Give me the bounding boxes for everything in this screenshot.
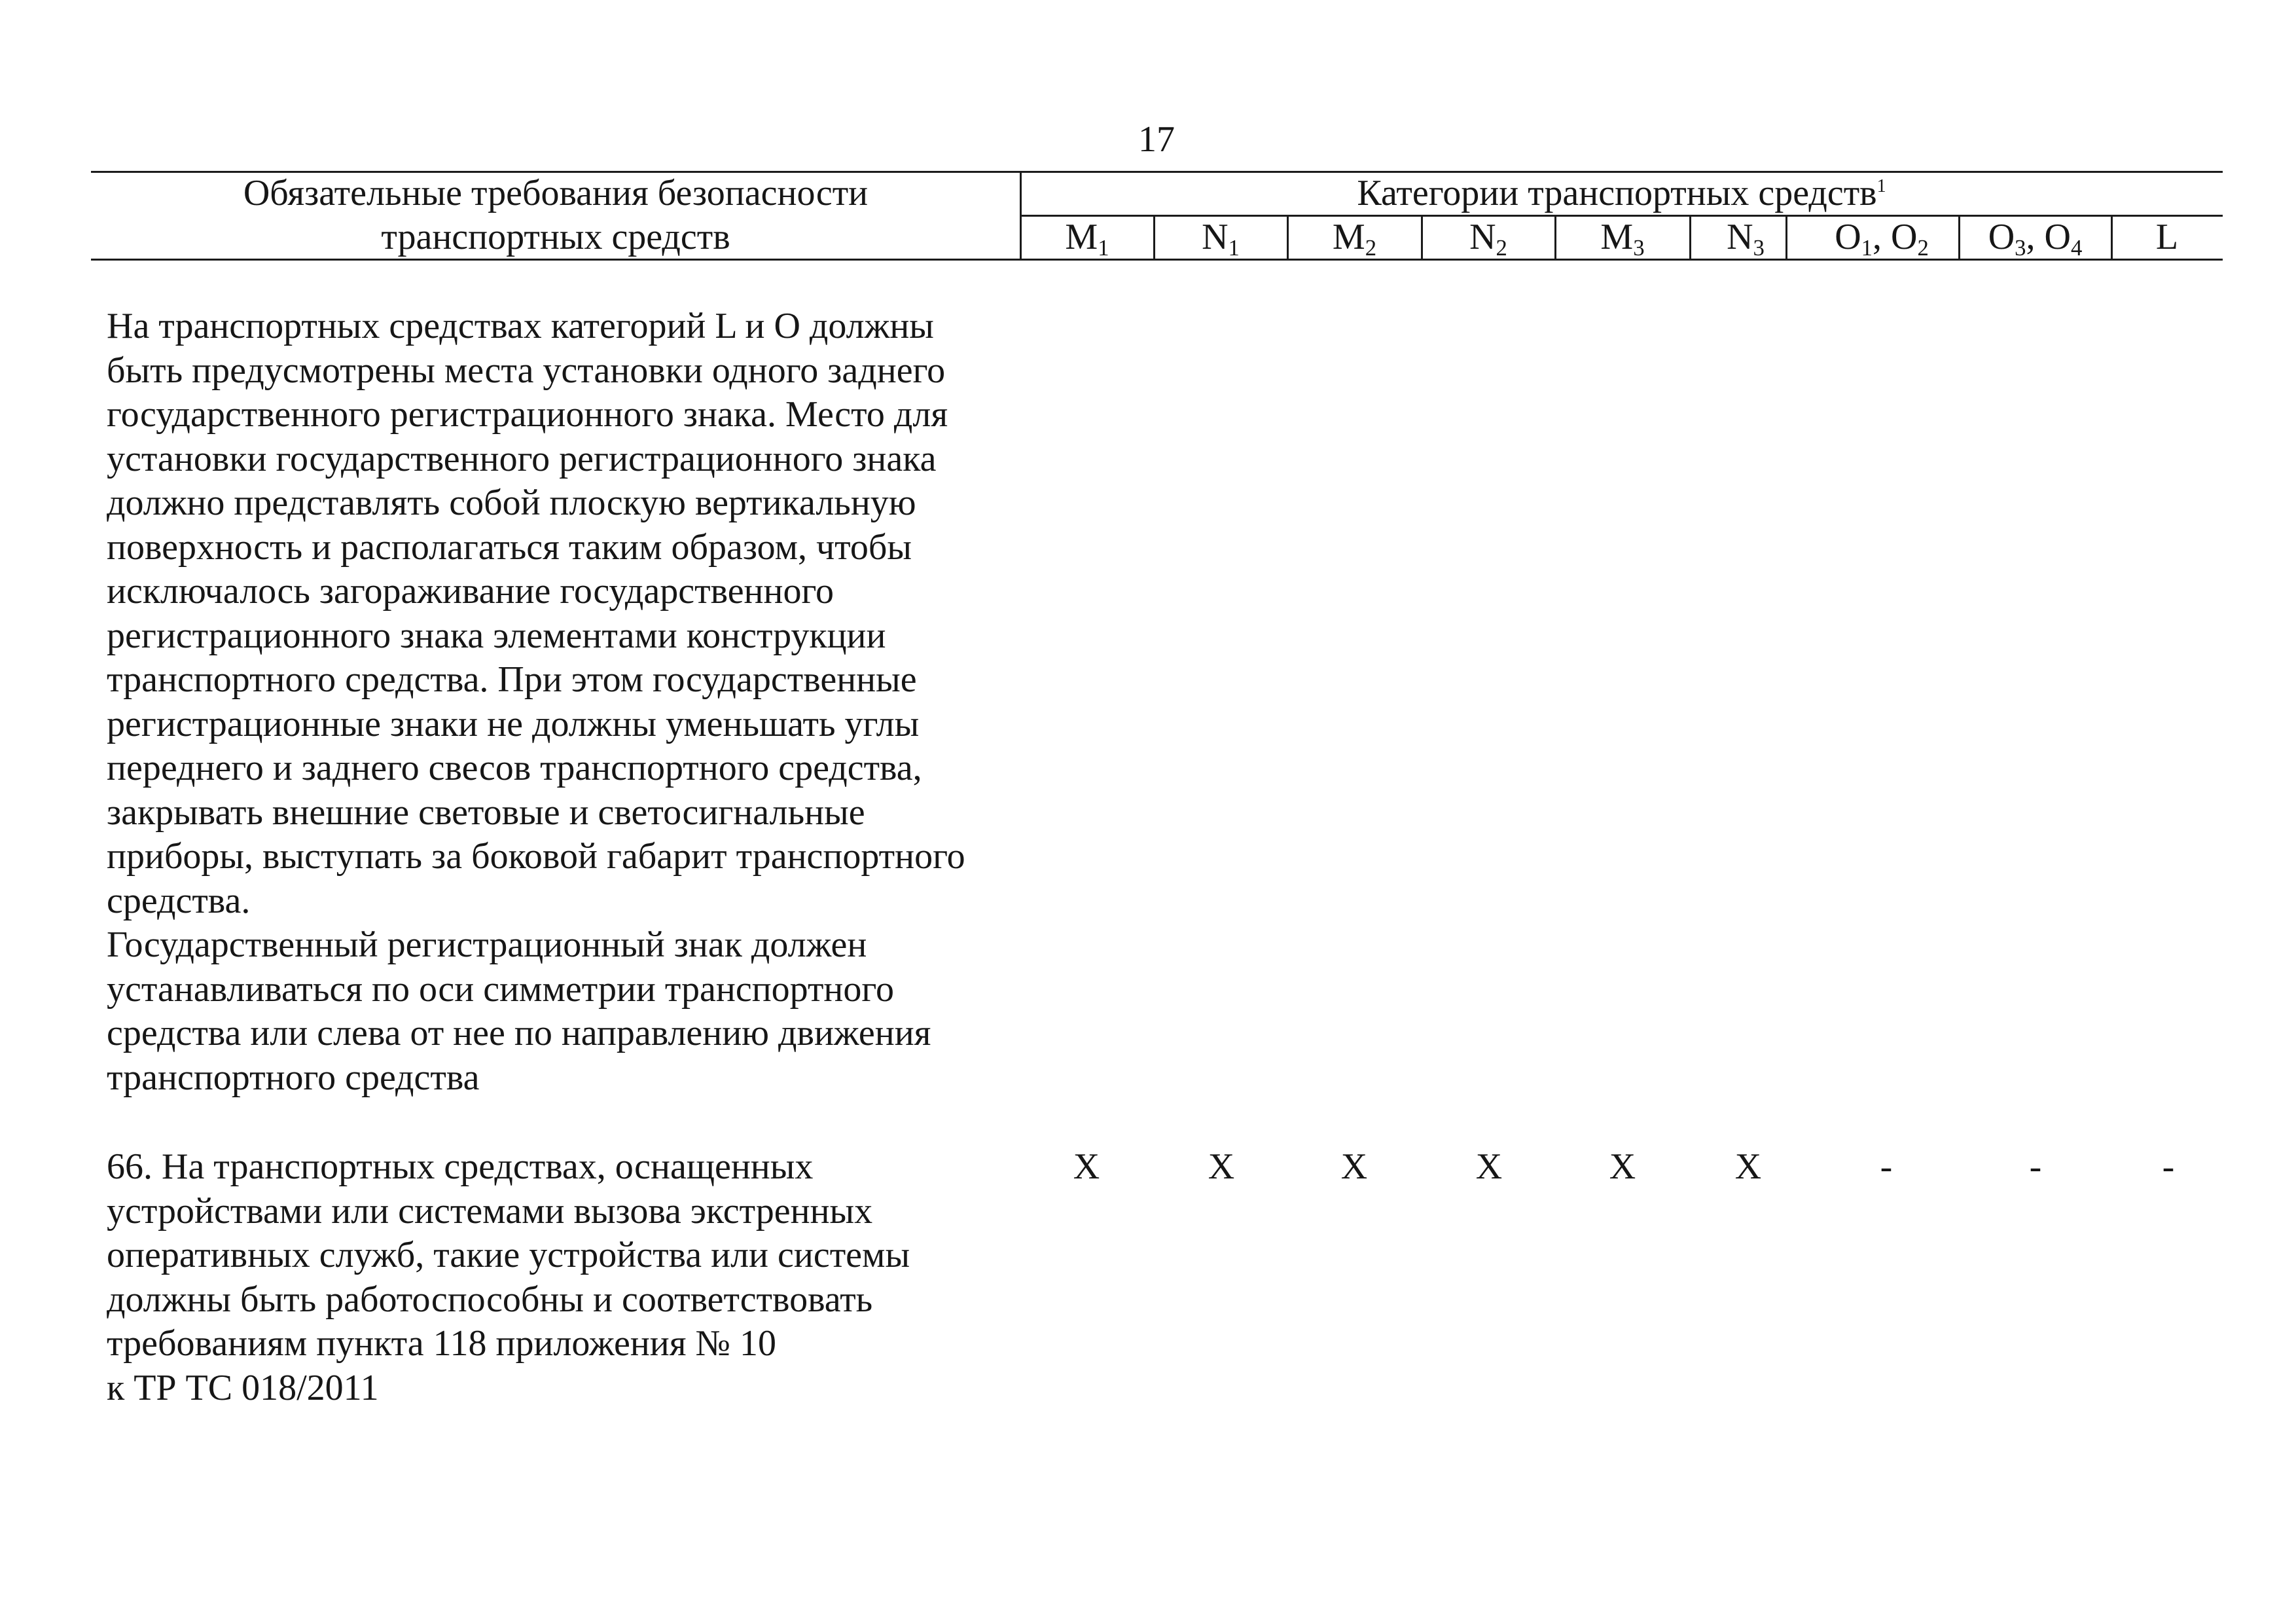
category-n1: [1154, 215, 1287, 259]
requirement-text-line: быть предусмотрены места установки одного заднего: [107, 350, 946, 391]
categories-title: Категории транспортных средств: [1357, 173, 1877, 213]
requirement-text-line: средства.: [107, 880, 251, 921]
category-letter: N: [1469, 217, 1496, 257]
category-o1-o2: [1793, 215, 1970, 259]
requirement-text-line: регистрационные знаки не должны уменьшать углы: [107, 703, 920, 744]
applicability-mark-m2: X: [1340, 1146, 1368, 1187]
applicability-mark-n1: X: [1208, 1146, 1235, 1187]
applicability-mark-m1: X: [1073, 1146, 1100, 1187]
category-subscript: 4: [2070, 234, 2083, 261]
requirement-text-line: оперативных служб, такие устройства или системы: [107, 1235, 910, 1275]
requirement-text-line: приборы, выступать за боковой габарит транспортного: [107, 836, 965, 877]
requirement-text-line: поверхность и располагаться таким образом, чтобы: [107, 526, 912, 568]
requirement-text-line: закрывать внешние световые и светосигнальные: [107, 792, 865, 833]
requirement-text-line: транспортного средства: [107, 1057, 480, 1098]
category-subscript: 3: [1753, 234, 1765, 261]
category-subscript: 1: [1228, 234, 1240, 261]
category-letter: , O: [1873, 217, 1918, 257]
category-subscript: 2: [1496, 234, 1507, 261]
requirement-text-line: 66. На транспортных средствах, оснащенных: [107, 1146, 814, 1187]
category-letter: N: [1202, 217, 1229, 257]
requirement-text-line: к ТР ТС 018/2011: [107, 1367, 379, 1408]
page-number: 17: [1138, 119, 1175, 160]
requirement-text-item-66: [107, 1145, 910, 1410]
category-letter: L: [2155, 217, 2179, 257]
requirement-text-line: установки государственного регистрационного знака: [107, 438, 937, 479]
requirement-text-line: государственного регистрационного знака. Место для: [107, 394, 948, 435]
requirement-text-line: средства или слева от нее по направлению движения: [107, 1013, 931, 1053]
requirement-text-line: переднего и заднего свесов транспортного средства,: [107, 748, 922, 788]
applicability-mark-n3: X: [1734, 1146, 1762, 1187]
requirement-text-line: устанавливаться по оси симметрии транспортного: [107, 968, 894, 1010]
category-l: [2111, 215, 2223, 259]
applicability-mark-n2: X: [1475, 1146, 1503, 1187]
requirement-text-line: устройствами или системами вызова экстренных: [107, 1190, 873, 1231]
requirement-text-line: должно представлять собой плоскую вертикальную: [107, 483, 916, 523]
category-m3: [1555, 215, 1690, 259]
category-letter: M: [1065, 217, 1098, 257]
requirement-text-line: На транспортных средствах категорий L и O должны: [107, 306, 934, 346]
category-letter: M: [1600, 217, 1634, 257]
requirement-text-item-65-continued: [107, 304, 965, 1100]
category-letter: O: [1835, 217, 1861, 257]
category-letter: O: [1988, 217, 2015, 257]
category-subscript: 3: [2015, 234, 2026, 261]
applicability-mark-o1-o2: -: [1880, 1146, 1893, 1187]
category-subscript: 3: [1633, 234, 1645, 261]
requirement-text-line: регистрационного знака элементами конструкции: [107, 615, 886, 656]
category-subscript: 1: [1861, 234, 1873, 261]
category-letter: , O: [2026, 217, 2071, 257]
requirement-text-line: транспортного средства. При этом государственные: [107, 659, 917, 700]
applicability-mark-o3-o4: -: [2029, 1146, 2042, 1187]
category-subscript: 2: [1917, 234, 1929, 261]
category-o3-o4: [1959, 215, 2111, 259]
applicability-mark-l: -: [2162, 1146, 2175, 1187]
category-n2: [1422, 215, 1555, 259]
requirement-text-line: требованиям пункта 118 приложения № 10: [107, 1323, 776, 1364]
category-letter: N: [1727, 217, 1753, 257]
requirement-text-line: исключалось загораживание государственного: [107, 571, 834, 611]
category-n3: [1690, 215, 1801, 259]
category-letter: M: [1332, 217, 1365, 257]
requirements-column-header: [91, 172, 1020, 259]
category-subscript: 1: [1098, 234, 1109, 261]
requirement-text-line: Государственный регистрационный знак должен: [107, 924, 867, 965]
category-m1: [1020, 215, 1154, 259]
footnote-marker: 1: [1876, 176, 1886, 197]
requirements-header-line: транспортных средств: [381, 217, 730, 257]
requirement-text-line: должны быть работоспособны и соответствовать: [107, 1279, 873, 1320]
category-subscript: 2: [1365, 234, 1377, 261]
requirements-header-line: Обязательные требования безопасности: [243, 173, 869, 213]
categories-column-header: [1020, 172, 2223, 215]
category-m2: [1287, 215, 1422, 259]
applicability-mark-m3: X: [1609, 1146, 1636, 1187]
